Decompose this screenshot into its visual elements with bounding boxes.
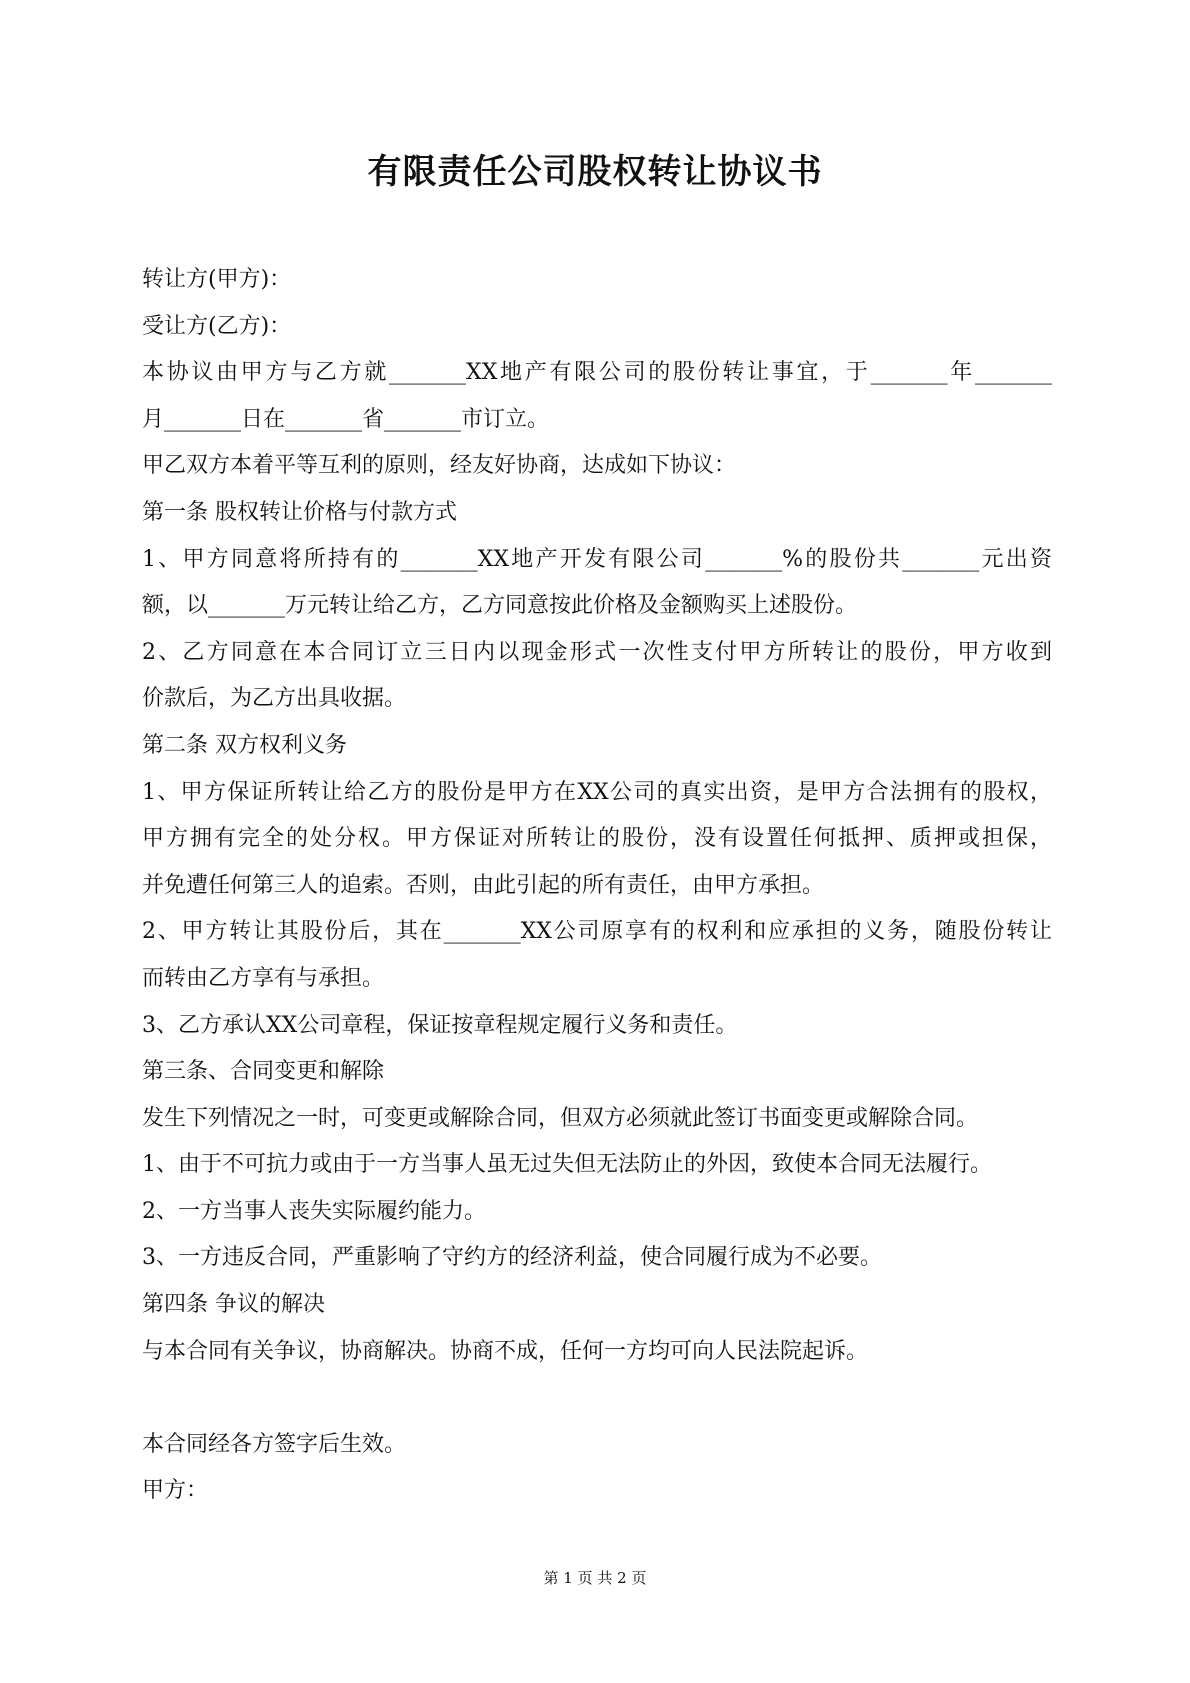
transferor-line: 转让方(甲方)：: [142, 267, 292, 292]
paragraph-line: 甲方拥有完全的处分权。甲方保证对所转让的股份，没有设置任何抵押、质押或担保，: [142, 826, 1052, 852]
paragraph-line: 价款后，为乙方出具收据。: [142, 686, 407, 712]
page-number-footer: 第 1 页 共 2 页: [543, 1569, 647, 1587]
article-heading: 第四条 争议的解决: [142, 1292, 325, 1318]
paragraph-line: 3、乙方承认XX公司章程，保证按章程规定履行义务和责任。: [142, 1012, 738, 1038]
paragraph-line: 3、一方违反合同，严重影响了守约方的经济利益，使合同履行成为不必要。: [142, 1245, 882, 1271]
transferee-line: 受让方(乙方)：: [142, 313, 292, 339]
paragraph-line: 2、一方当事人丧失实际履约能力。: [142, 1198, 486, 1224]
paragraph-line: 2、甲方转让其股份后，其在_______XX公司原享有的权利和应承担的义务，随股份转让: [142, 919, 1052, 945]
paragraph-line: 月_______日在_______省_______市订立。: [142, 406, 550, 432]
paragraph-line: 本协议由甲方与乙方就_______XX地产有限公司的股份转让事宜，于_______年_______: [142, 360, 1052, 386]
document-title: 有限责任公司股权转让协议书: [367, 152, 823, 192]
signature-party-a: 甲方：: [142, 1478, 209, 1504]
paragraph-line: 与本合同有关争议，协商解决。协商不成，任何一方均可向人民法院起诉。: [142, 1338, 869, 1364]
article-heading: 第二条 双方权利义务: [142, 732, 347, 758]
paragraph-line: 2、乙方同意在本合同订立三日内以现金形式一次性支付甲方所转让的股份，甲方收到: [142, 639, 1052, 665]
paragraph-line: 1、甲方同意将所持有的_______XX地产开发有限公司_______%的股份共_______元出资: [142, 546, 1052, 572]
paragraph-line: 甲乙双方本着平等互利的原则，经友好协商，达成如下协议：: [142, 453, 737, 479]
paragraph-line: 并免遭任何第三人的追索。否则，由此引起的所有责任，由甲方承担。: [142, 872, 825, 898]
paragraph-line: 额，以_______万元转让给乙方，乙方同意按此价格及金额购买上述股份。: [142, 593, 858, 619]
article-heading: 第一条 股权转让价格与付款方式: [142, 499, 457, 525]
blank-line: [142, 1375, 1052, 1422]
paragraph-line: 本合同经各方签字后生效。: [142, 1431, 407, 1457]
paragraph-line: 而转由乙方享有与承担。: [142, 965, 385, 991]
paragraph-line: 发生下列情况之一时，可变更或解除合同，但双方必须就此签订书面变更或解除合同。: [142, 1105, 979, 1131]
paragraph-line: 1、由于不可抗力或由于一方当事人虽无过失但无法防止的外因，致使本合同无法履行。: [142, 1152, 992, 1178]
paragraph-line: 1、甲方保证所转让给乙方的股份是甲方在XX公司的真实出资，是甲方合法拥有的股权，: [142, 779, 1052, 805]
article-heading: 第三条、合同变更和解除: [142, 1059, 385, 1085]
document-body: [142, 257, 1052, 1515]
